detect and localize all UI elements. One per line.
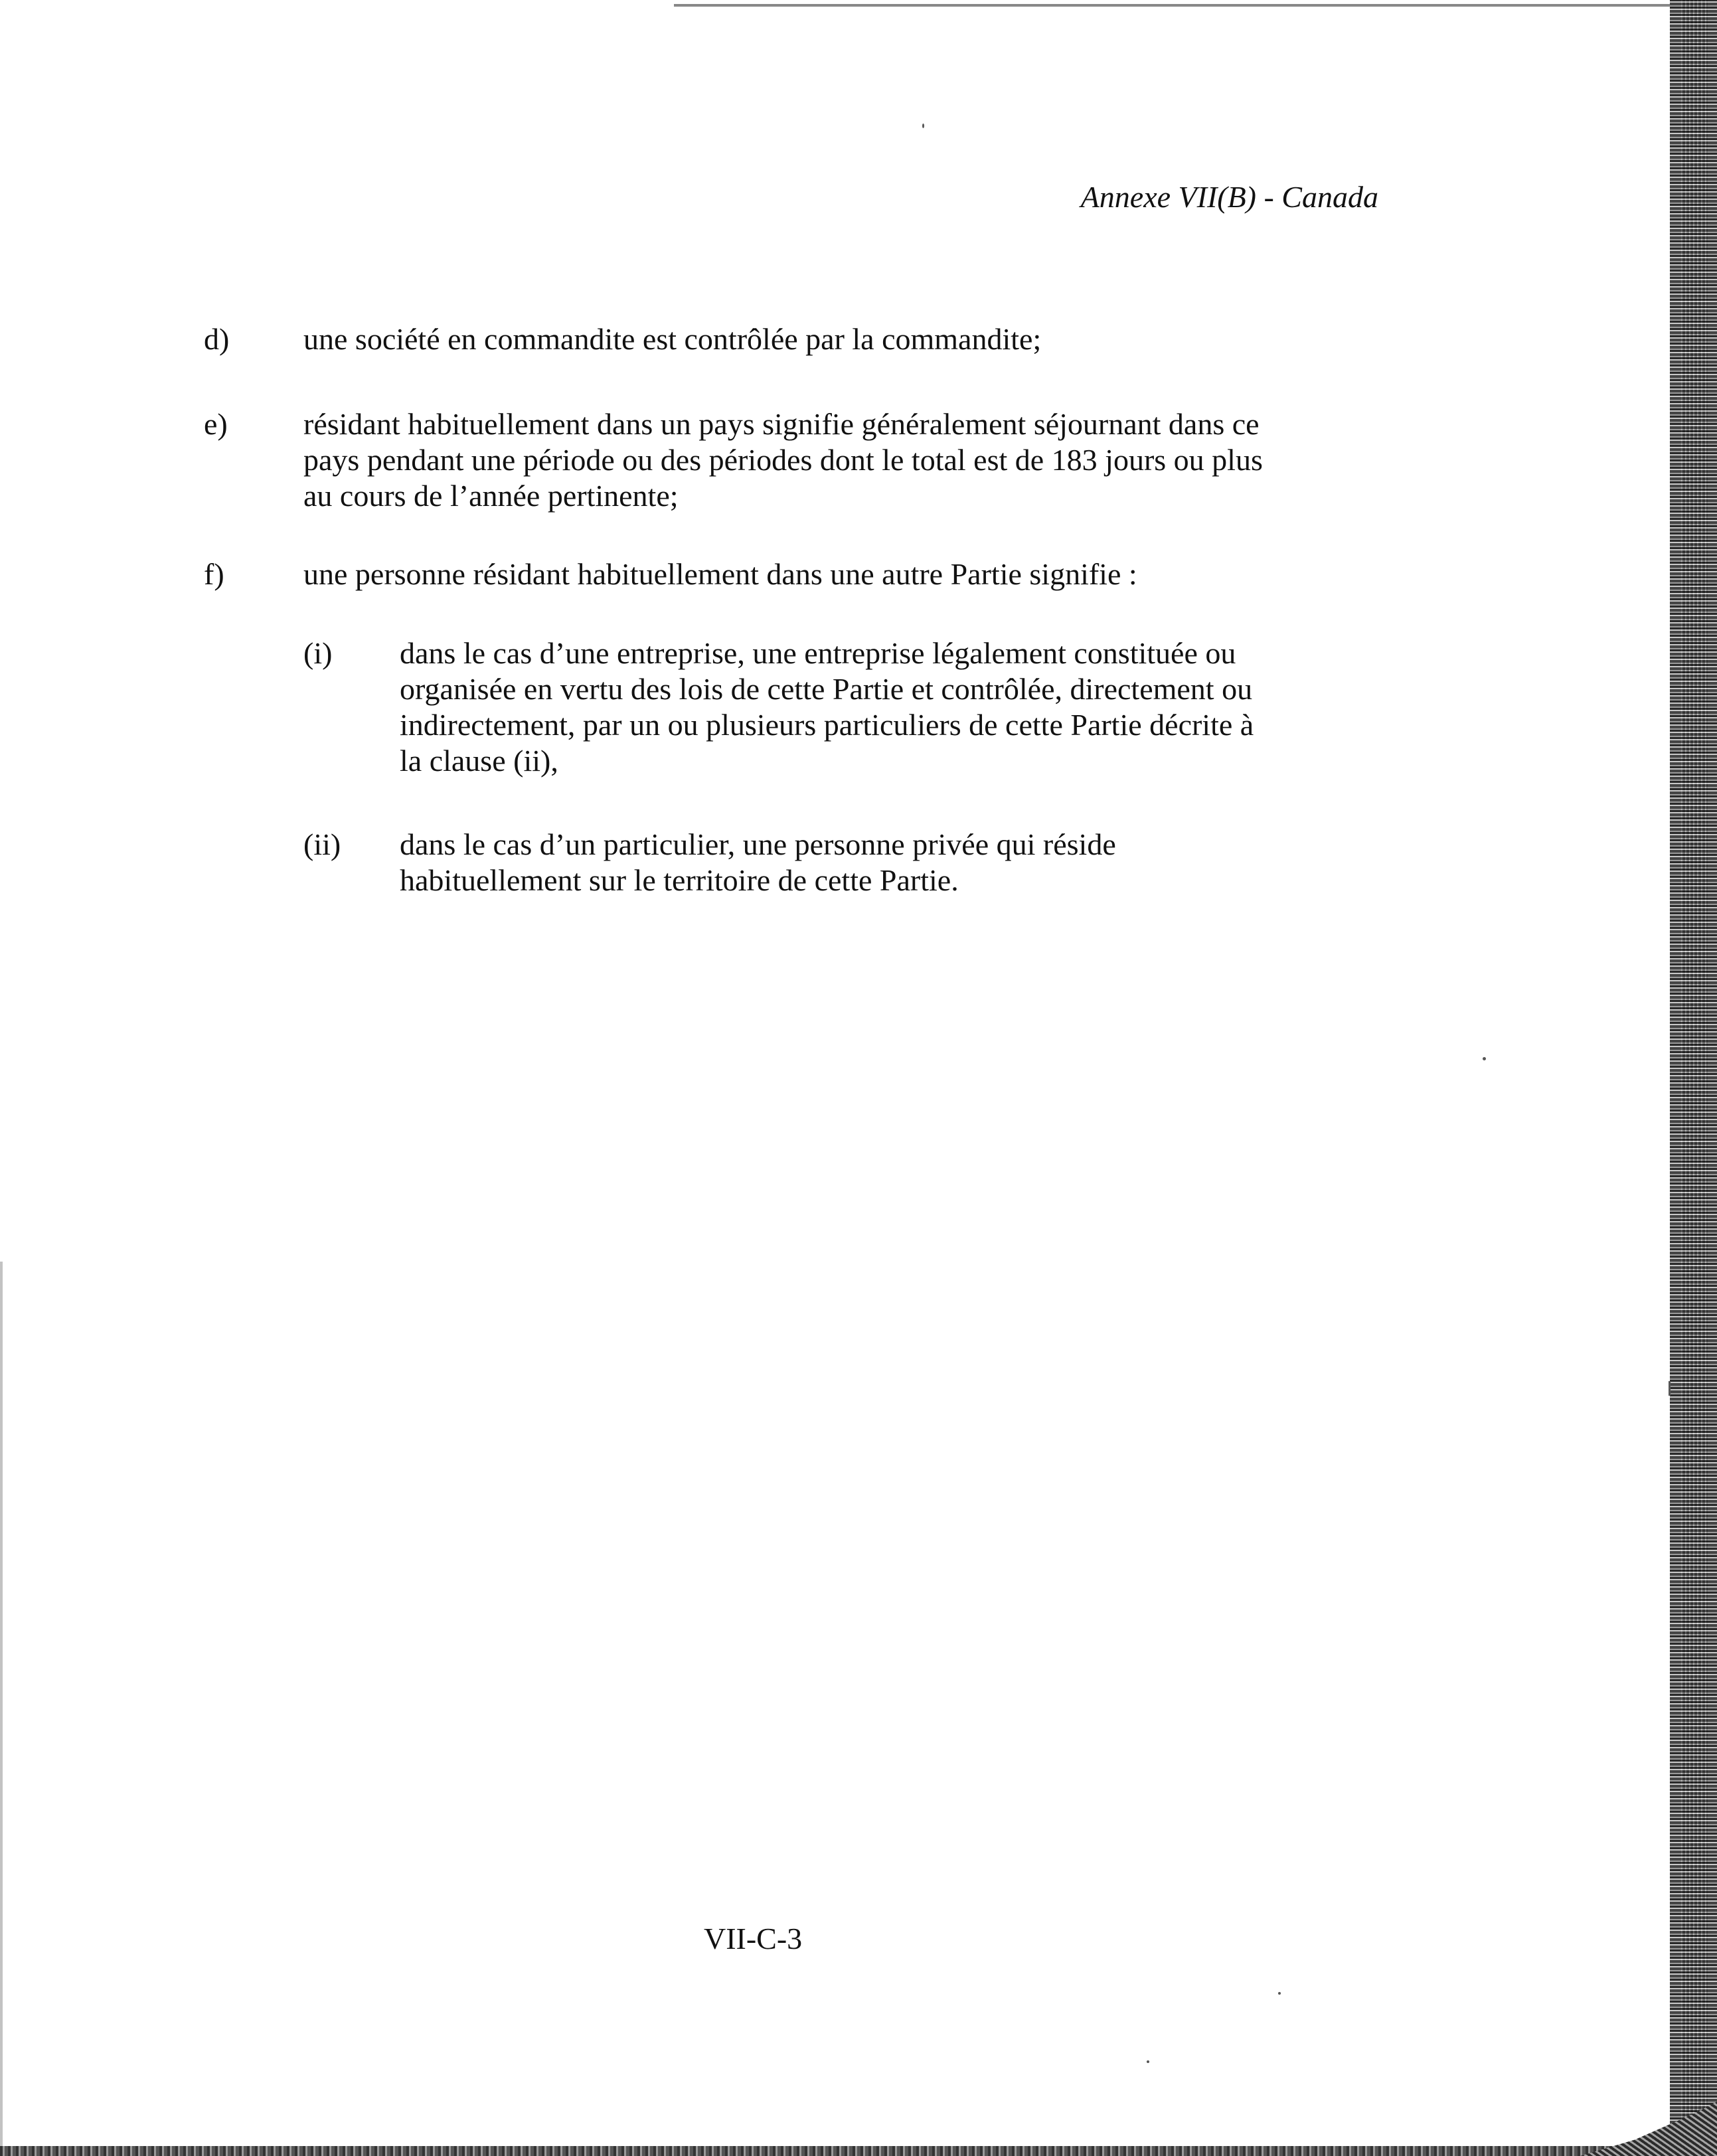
page-number: VII-C-3	[704, 1922, 803, 1955]
text-line: dans le cas d’une entreprise, une entreprise légalement constituée ou	[400, 636, 1236, 670]
item-text	[303, 321, 1392, 357]
scan-speck	[1669, 1381, 1671, 1396]
text-line: une personne résidant habituellement dans une autre Partie signifie :	[303, 557, 1137, 591]
scan-right-edge-texture	[1681, 0, 1708, 2156]
sub-item-text	[400, 635, 1389, 779]
scan-top-rule	[674, 4, 1670, 7]
annex-header: Annexe VII(B) - Canada	[1080, 180, 1378, 214]
text-line: pays pendant une période ou des périodes dont le total est de 183 jours ou plus	[303, 443, 1263, 477]
scan-bottom-edge	[0, 2146, 1717, 2156]
text-line: une société en commandite est contrôlée par la commandite;	[303, 322, 1042, 356]
item-label: d)	[204, 322, 230, 356]
sub-item-label: (ii)	[303, 827, 341, 861]
text-line: indirectement, par un ou plusieurs particuliers de cette Partie décrite à	[400, 708, 1254, 742]
text-line: au cours de l’année pertinente;	[303, 479, 679, 513]
scan-speck	[1483, 1057, 1486, 1060]
sub-item-label: (i)	[303, 636, 333, 670]
scan-speck	[1278, 1992, 1281, 1995]
item-text	[303, 556, 1392, 592]
text-line: la clause (ii),	[400, 744, 558, 778]
text-line: habituellement sur le territoire de cette Partie.	[400, 863, 959, 897]
scan-speck	[1147, 2060, 1149, 2063]
item-text	[303, 406, 1392, 514]
scan-speck	[922, 124, 924, 128]
text-line: organisée en vertu des lois de cette Partie et contrôlée, directement ou	[400, 672, 1253, 706]
scan-left-edge	[0, 1262, 3, 2156]
text-line: résidant habituellement dans un pays signifie généralement séjournant dans ce	[303, 407, 1260, 441]
text-line: dans le cas d’un particulier, une personne privée qui réside	[400, 827, 1116, 861]
sub-item-text	[400, 827, 1389, 898]
item-label: e)	[204, 407, 228, 441]
item-label: f)	[204, 557, 224, 591]
